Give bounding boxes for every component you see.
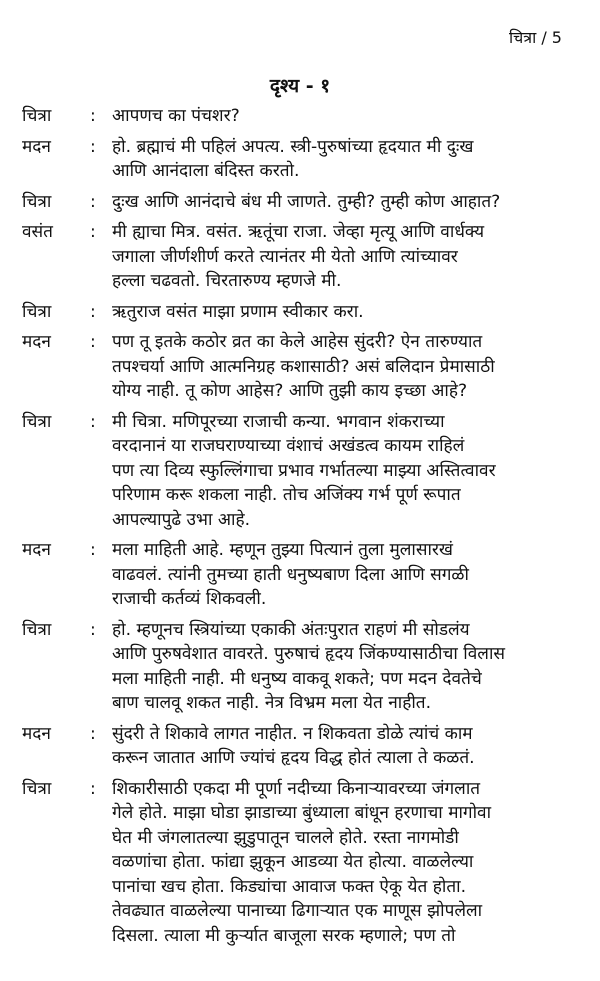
dialogue-entry [22, 220, 578, 294]
speaker-colon: : [90, 778, 96, 799]
speaker-colon: : [90, 411, 96, 432]
speaker-colon: : [90, 222, 96, 242]
speaker-name: चित्रा [22, 778, 52, 799]
speech-text [112, 135, 578, 184]
speaker-colon: : [90, 332, 96, 352]
speech-text [112, 300, 578, 325]
speech-text [112, 220, 578, 294]
speaker-name: मदन [22, 332, 51, 352]
speech-line: पण तू इतके कठोर व्रत का केले आहेस सुंदरी? ऐन तारुण्यात [112, 332, 483, 352]
speech-line: जगाला जीर्णशीर्ण करते त्यानंतर मी येतो आणि त्यांच्यावर [112, 246, 458, 267]
speaker-name: चित्रा [22, 106, 52, 126]
speech-text [112, 410, 578, 533]
speech-line: तपश्चर्या आणि आत्मनिग्रह कशासाठी? असं बलिदान प्रेमासाठी [112, 356, 495, 377]
speech-text [112, 330, 578, 404]
speech-line: सुंदरी ते शिकावे लागत नाहीत. न शिकवता डोळे त्यांचं काम [112, 723, 473, 744]
speaker-name: मदन [22, 136, 51, 157]
speaker-name: वसंत [22, 222, 53, 242]
speech-line: शिकारीसाठी एकदा मी पूर्णा नदीच्या किनाऱ्यावरच्या जंगलात [112, 778, 481, 799]
speaker-colon: : [90, 540, 96, 560]
speech-line: मला माहिती नाही. मी धनुष्य वाकवू शकते; पण मदन देवतेचे [112, 668, 482, 689]
speech-line: पण त्या दिव्य स्फुल्लिंगाचा प्रभाव गर्भातल्या माझ्या अस्तित्वावर [112, 460, 496, 481]
speech-text [112, 777, 578, 949]
speech-line: हल्ला चढवतो. चिरतारुण्य म्हणजे मी. [112, 271, 342, 291]
speaker-colon: : [90, 723, 96, 744]
speech-line: घेत मी जंगलातल्या झुडुपातून चालले होते. रस्ता नागमोडी [112, 827, 459, 848]
speech-line: गेले होते. माझा घोडा झाडाच्या बुंध्याला बांधून हरणाचा मागोवा [112, 803, 492, 823]
speech-line: आणि आनंदाला बंदिस्त करतो. [112, 161, 300, 181]
speech-line: ऋतुराज वसंत माझा प्रणाम स्वीकार करा. [112, 301, 364, 322]
speech-line: करून जातात आणि ज्यांचं हृदय विद्ध होतं त्याला ते कळतं. [112, 748, 475, 768]
speech-line: मी ह्याचा मित्र. वसंत. ऋतूंचा राजा. जेव्हा मृत्यू आणि वार्धक्य [112, 222, 485, 242]
dialogue-entry [22, 410, 578, 533]
dialogue-entry [22, 104, 578, 129]
speaker-name: चित्रा [22, 619, 52, 640]
speech-line: आपल्यापुढे उभा आहे. [112, 509, 251, 530]
speech-text [112, 618, 578, 716]
speech-text [112, 104, 578, 129]
speech-line: राजाची कर्तव्यं शिकवली. [112, 589, 267, 609]
speech-line: दुःख आणि आनंदाचे बंध मी जाणते. तुम्ही? तुम्ही कोण आहात? [112, 191, 501, 212]
speech-line: हो. म्हणूनच स्त्रियांच्या एकाकी अंतःपुरात राहणं मी सोडलंय [112, 619, 470, 640]
speaker-name: चित्रा [22, 411, 52, 432]
speech-line: परिणाम करू शकला नाही. तोच अजिंक्य गर्भ पूर्ण रूपात [112, 485, 461, 505]
dialogue-entry [22, 330, 578, 404]
speaker-colon: : [90, 301, 96, 322]
speech-text [112, 722, 578, 771]
speech-line: पानांचा खच होता. किड्यांचा आवाज फक्त ऐकू येत होता. [112, 876, 467, 897]
speech-line: दिसला. त्याला मी कुर्ऱ्यात बाजूला सरक म्हणाले; पण तो [112, 925, 456, 946]
page-header: चित्रा / 5 [508, 28, 562, 47]
speech-line: मला माहिती आहे. म्हणून तुझ्या पित्यानं तुला मुलासारखं [112, 540, 453, 560]
dialogue-entry [22, 777, 578, 949]
dialogue-entry [22, 538, 578, 612]
dialogue-entry [22, 618, 578, 716]
dialogue-body [22, 104, 578, 954]
speech-line: मी चित्रा. मणिपूरच्या राजाची कन्या. भगवान शंकराच्या [112, 411, 445, 432]
speech-line: योग्य नाही. तू कोण आहेस? आणि तुझी काय इच्छा आहे? [112, 381, 468, 401]
speech-line: वरदानानं या राजघराण्याच्या वंशाचं अखंडत्व कायम राहिलं [112, 436, 465, 456]
speech-line: वळणांचा होता. फांद्या झुकून आडव्या येत होत्या. वाळलेल्या [112, 852, 474, 872]
speech-line: वाढवलं. त्यांनी तुमच्या हाती धनुष्यबाण दिला आणि सगळी [112, 564, 469, 585]
speaker-name: मदन [22, 723, 51, 744]
speech-text [112, 538, 578, 612]
speech-line: आपणच का पंचशर? [112, 106, 240, 126]
speaker-name: चित्रा [22, 301, 52, 322]
speech-text [112, 190, 578, 215]
dialogue-entry [22, 135, 578, 184]
speech-line: बाण चालवू शकत नाही. नेत्र विभ्रम मला येत नाहीत. [112, 693, 432, 713]
speaker-colon: : [90, 106, 96, 126]
speaker-name: मदन [22, 540, 51, 560]
speech-line: आणि पुरुषवेशात वावरते. पुरुषाचं हृदय जिंकण्यासाठीचा विलास [112, 644, 506, 664]
scene-title: दृश्य - १ [269, 75, 331, 97]
speaker-name: चित्रा [22, 191, 52, 212]
speech-line: तेवढ्यात वाळलेल्या पानाच्या ढिगाऱ्यात एक माणूस झोपलेला [112, 901, 483, 921]
speaker-colon: : [90, 191, 96, 212]
speech-line: हो. ब्रह्माचं मी पहिलं अपत्य. स्त्री-पुरुषांच्या हृदयात मी दुःख [112, 136, 474, 157]
dialogue-entry [22, 300, 578, 325]
speaker-colon: : [90, 619, 96, 640]
dialogue-entry [22, 190, 578, 215]
dialogue-entry [22, 722, 578, 771]
speaker-colon: : [90, 136, 96, 157]
